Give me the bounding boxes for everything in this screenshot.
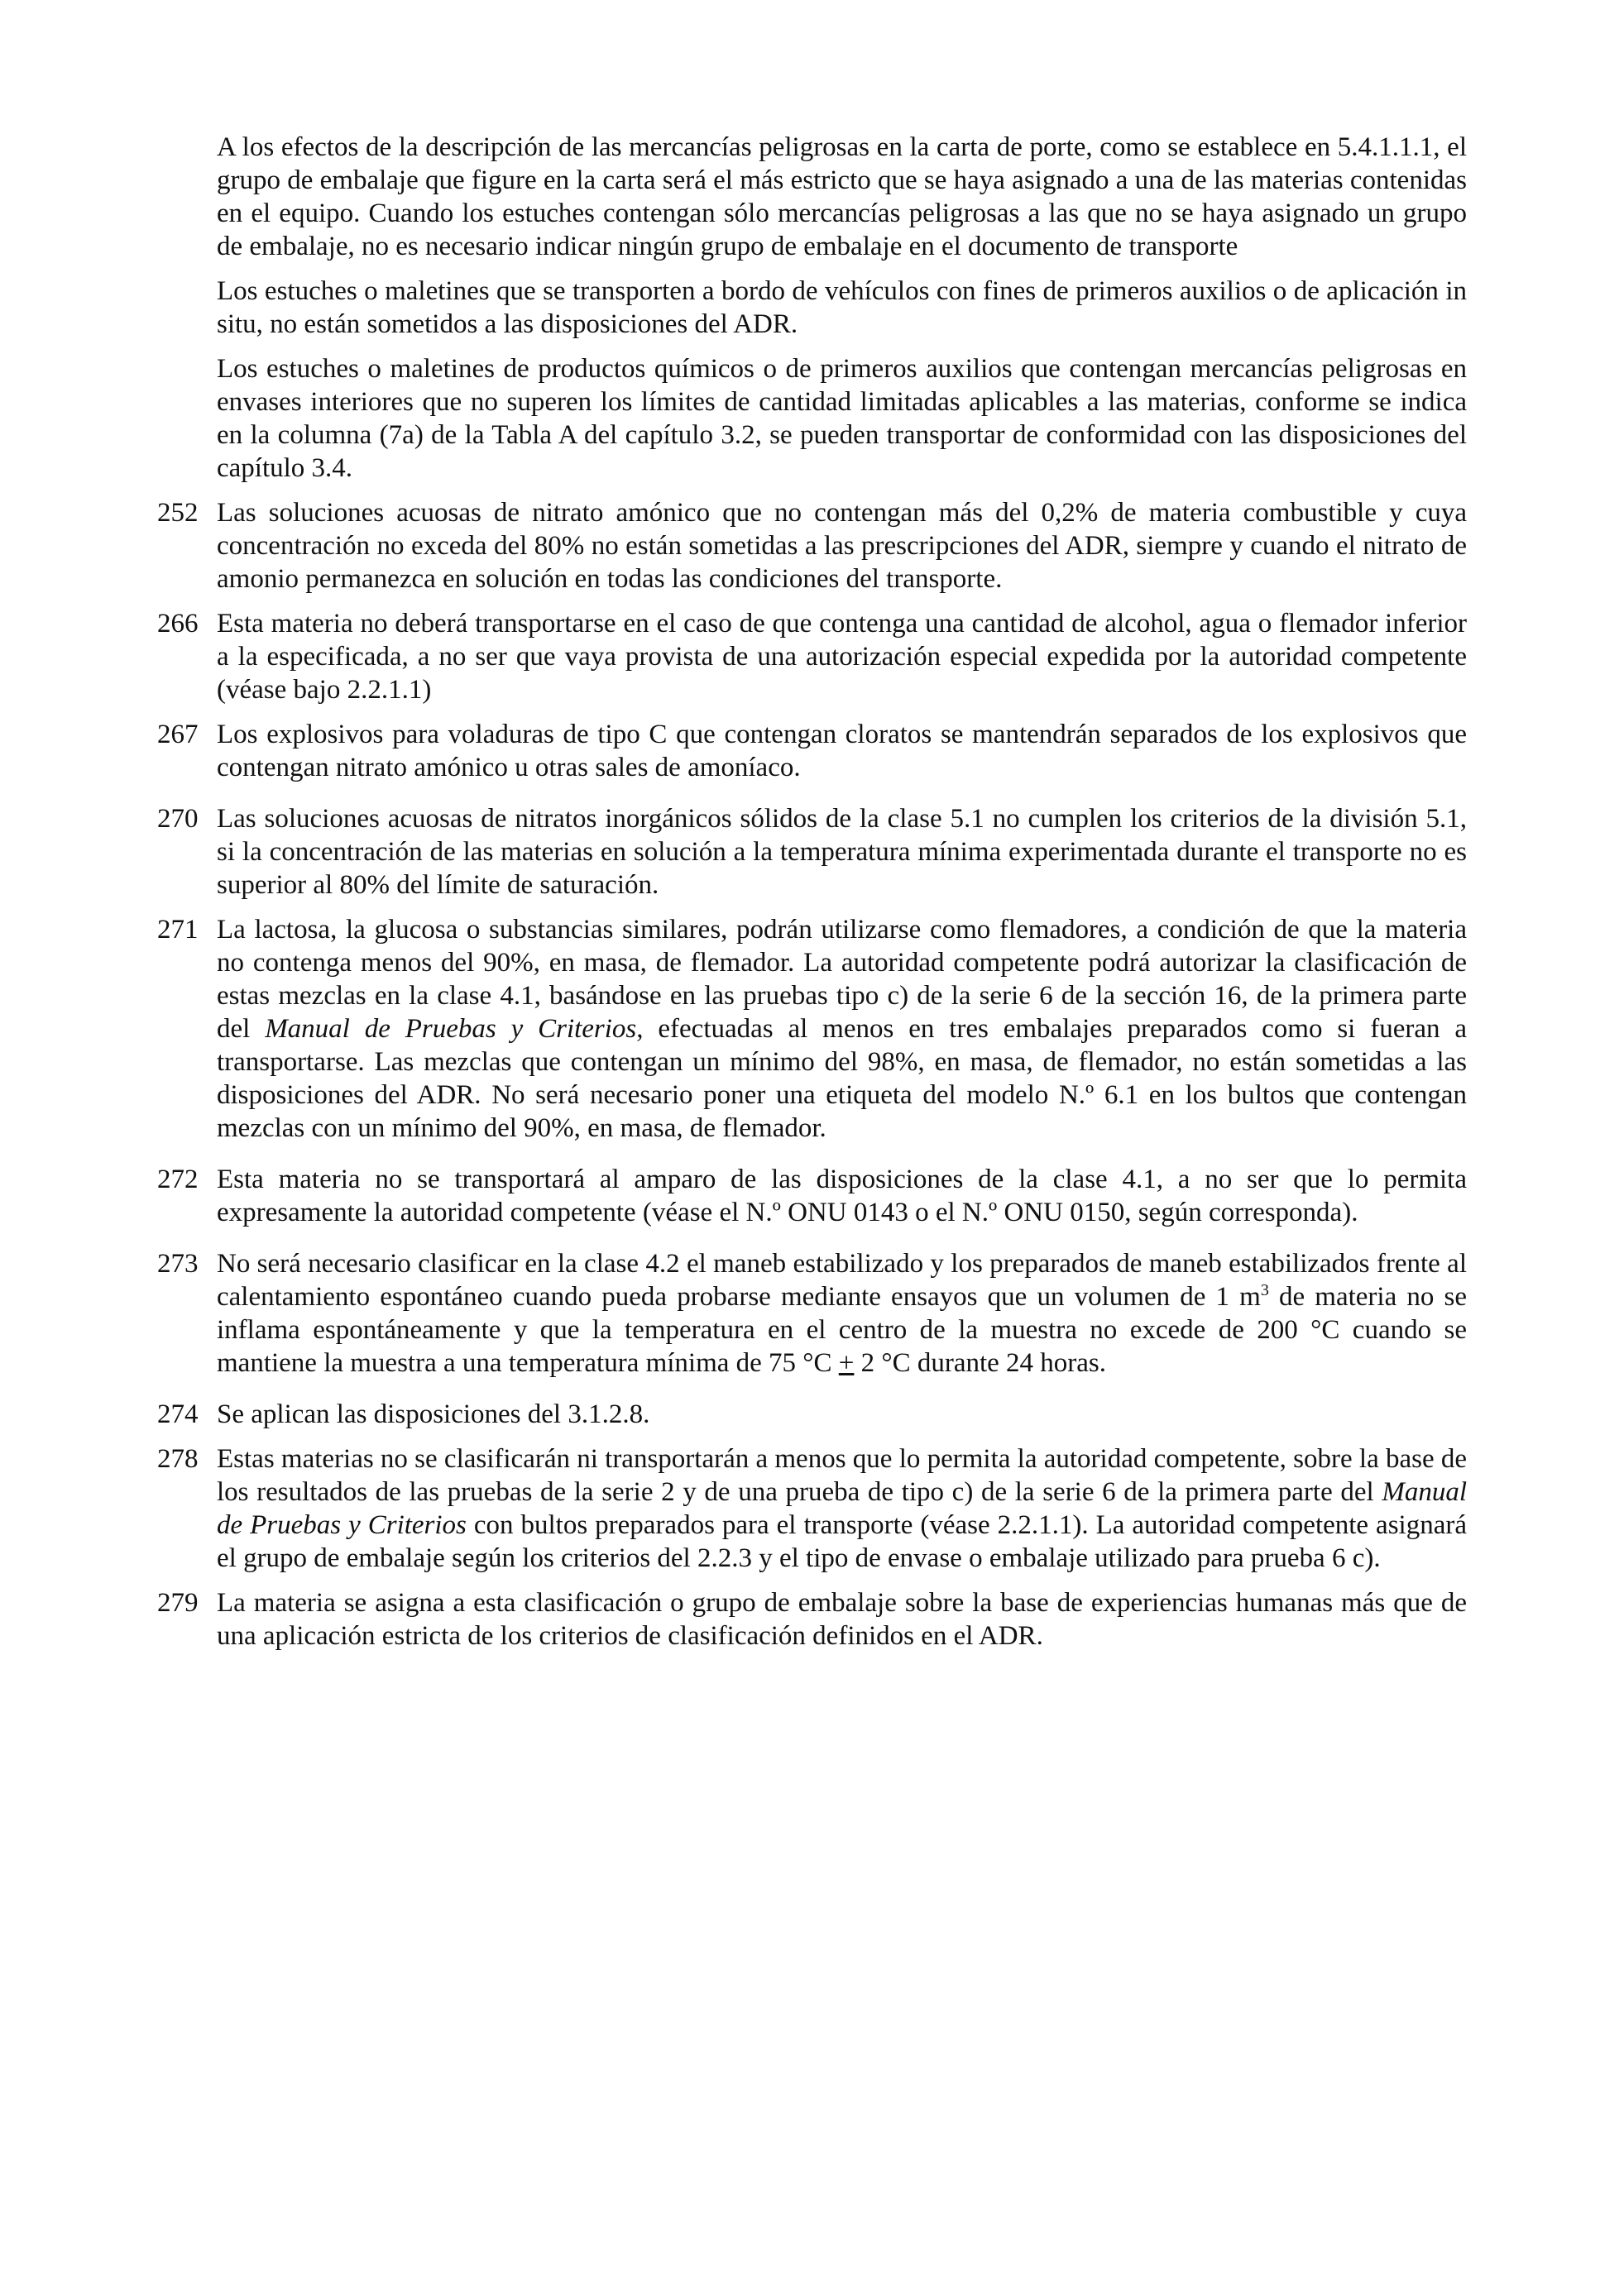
provision-text-part: , efectuadas al menos en tres embalajes preparados como si fueran a transportarse. Las mezclas que contengan un mínimo del 98%, en masa, de flemador, no están sometidas a las disposiciones del ADR. No será necesario poner una etiqueta del modelo N.º 6.1 en los bultos que contengan mezclas con un mínimo del 90%, en masa, de flemador. — [217, 1014, 1467, 1143]
provision-text-part: Estas materias no se clasificarán ni transportarán a menos que lo permita la autoridad competente, sobre la base de los resultados de las pruebas de la serie 2 y de una prueba de tipo c) de la serie 6 de la primera parte del — [217, 1444, 1468, 1507]
provision-number: 274 — [157, 1399, 199, 1429]
provision-text: Las soluciones acuosas de nitratos inorgánicos sólidos de la clase 5.1 no cumplen los criterios de la división 5.1, si la concentración de las materias en solución a la temperatura mínima experimentada durante el transporte no es superior al 80% del límite de saturación. — [217, 804, 1467, 900]
provision-number: 267 — [157, 720, 199, 749]
provision-text: Esta materia no deberá transportarse en el caso de que contenga una cantidad de alcohol, agua o flemador inferior a la especificada, a no ser que vaya provista de una autorización especial expedida por la autoridad competente (véase bajo 2.2.1.1) — [217, 609, 1467, 705]
provision-text-part: No será necesario clasificar en la clase 4.2 el maneb estabilizado y los preparados de maneb estabilizados frente al calentamiento espontáneo cuando pueda probarse mediante ensayos que un volumen de 1 m — [217, 1249, 1467, 1312]
provision-text — [217, 1247, 1467, 1380]
special-provision-279 — [157, 1586, 1467, 1653]
provision-number: 272 — [157, 1165, 199, 1194]
provision-text — [217, 913, 1467, 1145]
intro-paragraph-2: Los estuches o maletines que se transporten a bordo de vehículos con fines de primeros auxilios o de aplicación in situ, no están sometidos a las disposiciones del ADR. — [217, 276, 1467, 339]
provision-text-part: 2 °C durante 24 horas. — [854, 1348, 1107, 1378]
special-provision-274 — [157, 1398, 1467, 1431]
provision-text: Esta materia no se transportará al amparo de las disposiciones de la clase 4.1, a no ser que lo permita expresamente la autoridad competente (véase el N.º ONU 0143 o el N.º ONU 0150, según corresponda). — [217, 1165, 1467, 1227]
provision-number: 279 — [157, 1588, 199, 1618]
provision-number: 278 — [157, 1444, 199, 1474]
intro-paragraph-1: A los efectos de la descripción de las mercancías peligrosas en la carta de porte, como se establece en 5.4.1.1.1, el grupo de embalaje que figure en la carta será el más estricto que se haya asignado a una de las materias contenidas en el equipo. Cuando los estuches contengan sólo mercancías peligrosas a las que no se haya asignado un grupo de embalaje, no es necesario indicar ningún grupo de embalaje en el documento de transporte — [217, 132, 1467, 261]
special-provision-266 — [157, 607, 1467, 706]
document-body — [157, 131, 1467, 1664]
special-provision-273 — [157, 1247, 1467, 1380]
provision-number: 271 — [157, 915, 199, 945]
provision-number: 252 — [157, 498, 199, 528]
provision-text-part: La lactosa, la glucosa o substancias similares, podrán utilizarse como flemadores, a condición de que la materia no contenga menos del 90%, en masa, de flemador. La autoridad competente podrá autorizar la clasificación de estas mezclas en la clase 4.1, basándose en las pruebas tipo c) de la serie 6 de la sección 16, de la primera parte del — [217, 915, 1467, 1044]
provision-text: Las soluciones acuosas de nitrato amónico que no contengan más del 0,2% de materia combustible y cuya concentración no exceda del 80% no están sometidas a las prescripciones del ADR, siempre y cuando el nitrato de amonio permanezca en solución en todas las condiciones del transporte. — [217, 498, 1467, 594]
provision-number: 273 — [157, 1249, 199, 1279]
special-provision-270 — [157, 802, 1467, 902]
special-provision-271 — [157, 913, 1467, 1145]
intro-paragraph-3: Los estuches o maletines de productos químicos o de primeros auxilios que contengan mercancías peligrosas en envases interiores que no superen los límites de cantidad limitadas aplicables a las materias, conforme se indica en la columna (7a) de la Tabla A del capítulo 3.2, se pueden transportar de conformidad con las disposiciones del capítulo 3.4. — [217, 354, 1467, 483]
special-provision-272 — [157, 1163, 1467, 1229]
provision-text-part: con bultos preparados para el transporte (véase 2.2.1.1). La autoridad competente asignará el grupo de embalaje según los criterios del 2.2.3 y el tipo de envase o embalaje utilizado para prueba 6 c). — [217, 1510, 1467, 1573]
plus-minus-sign: + — [838, 1348, 855, 1378]
manual-title-italic: Manual de Pruebas y Criterios — [265, 1014, 637, 1044]
provision-number: 266 — [157, 609, 199, 639]
provision-text: Se aplican las disposiciones del 3.1.2.8. — [217, 1399, 650, 1429]
superscript-exponent: 3 — [1260, 1281, 1269, 1299]
provision-text-part: de materia no se inflama espontáneamente y que la temperatura en el centro de la muestra no excede de 200 °C cuando se mantiene la muestra a una temperatura mínima de 75 °C — [217, 1282, 1467, 1378]
special-provision-267 — [157, 718, 1467, 784]
provision-text: Los explosivos para voladuras de tipo C que contengan cloratos se mantendrán separados de los explosivos que contengan nitrato amónico u otras sales de amoníaco. — [217, 720, 1467, 782]
special-provision-252 — [157, 496, 1467, 596]
provision-number: 270 — [157, 804, 199, 834]
special-provision-278 — [157, 1442, 1467, 1575]
provision-text: La materia se asigna a esta clasificación o grupo de embalaje sobre la base de experiencias humanas más que de una aplicación estricta de los criterios de clasificación definidos en el ADR. — [217, 1588, 1467, 1651]
provision-text — [217, 1442, 1467, 1575]
manual-title-italic: Manual de Pruebas y Criterios — [217, 1477, 1467, 1540]
